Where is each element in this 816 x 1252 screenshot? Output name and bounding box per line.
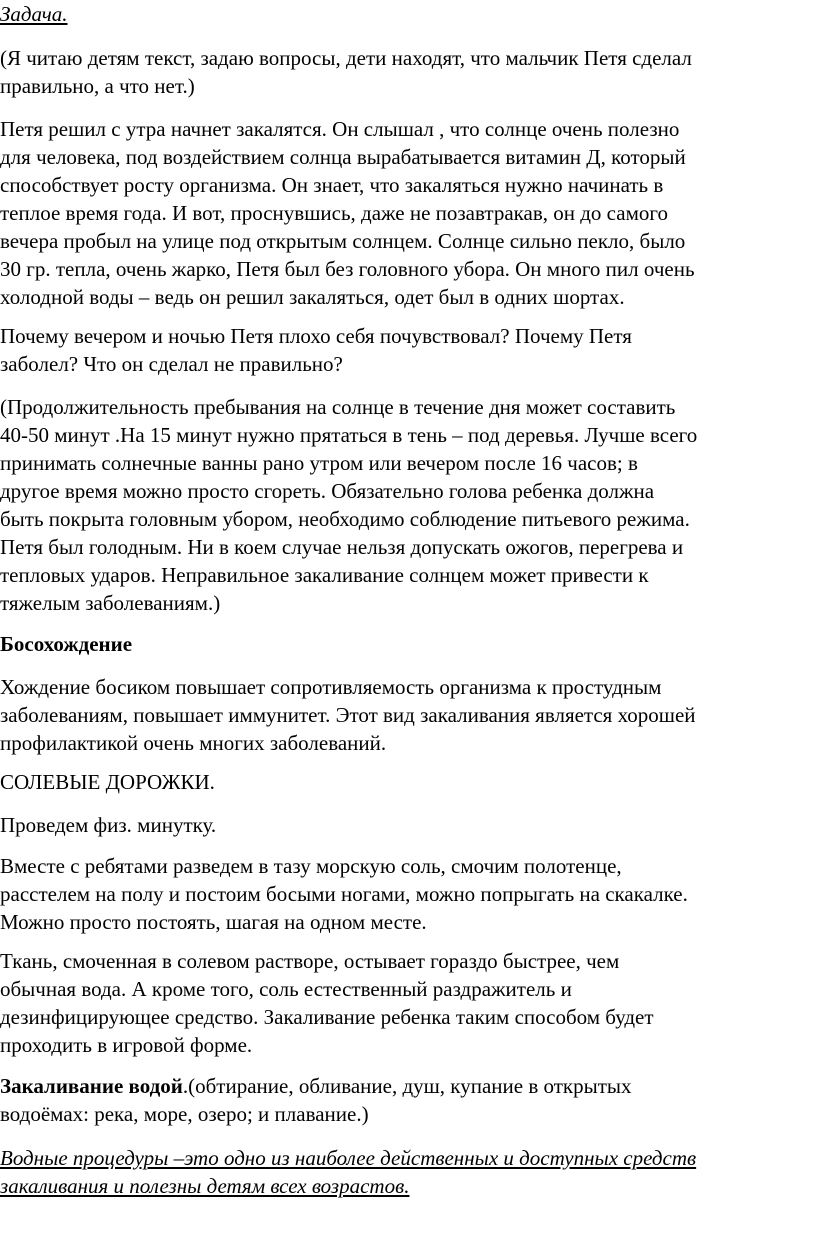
explanation-paragraph: (Продолжительность пребывания на солнце в течение дня может составить 40-50 минут .На 15 минут нужно прятаться в тень – под деревья. Лучше всего принимать солнечные ванны рано утром или вечером после 16 часов; в другое время можно просто сгореть. Обязательно голова ребенка должна быть покрыта головным убором, необходимо соблюдение питьевого режима. Петя был голодным. Ни в коем случае нельзя допускать ожогов, перегрева и тепловых ударов. Неправильное закаливание солнцем может привести к тяжелым заболеваниям.) <box>0 395 698 615</box>
barefoot-heading: Босохождение <box>0 632 133 656</box>
salt-effect-paragraph: Ткань, смоченная в солевом растворе, остывает гораздо быстрее, чем обычная вода. А кроме того, соль естественный раздражитель и дезинфицирующее средство. Закаливание ребенка таким способом будет проходить в игровой форме. <box>0 949 654 1057</box>
water-hardening-paragraph <box>0 1072 814 1128</box>
salt-paths-heading: СОЛЕВЫЕ ДОРОЖКИ. <box>0 770 215 794</box>
task-title: Задача. <box>0 2 68 26</box>
water-procedures-paragraph: Водные процедуры –это одно из наиболее действенных и доступных средств закаливания и полезны детям всех возрастов. <box>0 1146 697 1198</box>
barefoot-paragraph: Хождение босиком повышает сопротивляемость организма к простудным заболеваниям, повышает иммунитет. Этот вид закаливания является хорошей профилактикой очень многих заболеваний. <box>0 675 696 755</box>
water-hardening-text: .(обтирание, обливание, душ, купание в открытых водоёмах: река, море, озеро; и плавание.) <box>0 1074 632 1126</box>
water-hardening-label: Закаливание водой <box>0 1074 183 1098</box>
salt-activity-paragraph: Вместе с ребятами разведем в тазу морскую соль, смочим полотенце, расстелем на полу и постоим босыми ногами, можно попрыгать на скакалке. Можно просто постоять, шагая на одном месте. <box>0 854 688 934</box>
exercise-paragraph: Проведем физ. минутку. <box>0 813 217 837</box>
intro-paragraph: (Я читаю детям текст, задаю вопросы, дети находят, что мальчик Петя сделал правильно, а что нет.) <box>0 46 692 98</box>
questions-paragraph: Почему вечером и ночью Петя плохо себя почувствовал? Почему Петя заболел? Что он сделал не правильно? <box>0 324 632 376</box>
story-paragraph: Петя решил с утра начнет закалятся. Он слышал , что солнце очень полезно для человека, под воздействием солнца вырабатывается витамин Д, который способствует росту организма. Он знает, что закаляться нужно начинать в теплое время года. И вот, проснувшись, даже не позавтракав, он до самого вечера пробыл на улице под открытым солнцем. Солнце сильно пекло, было 30 гр. тепла, очень жарко, Петя был без головного убора. Он много пил очень холодной воды – ведь он решил закаляться, одет был в одних шортах. <box>0 117 695 309</box>
